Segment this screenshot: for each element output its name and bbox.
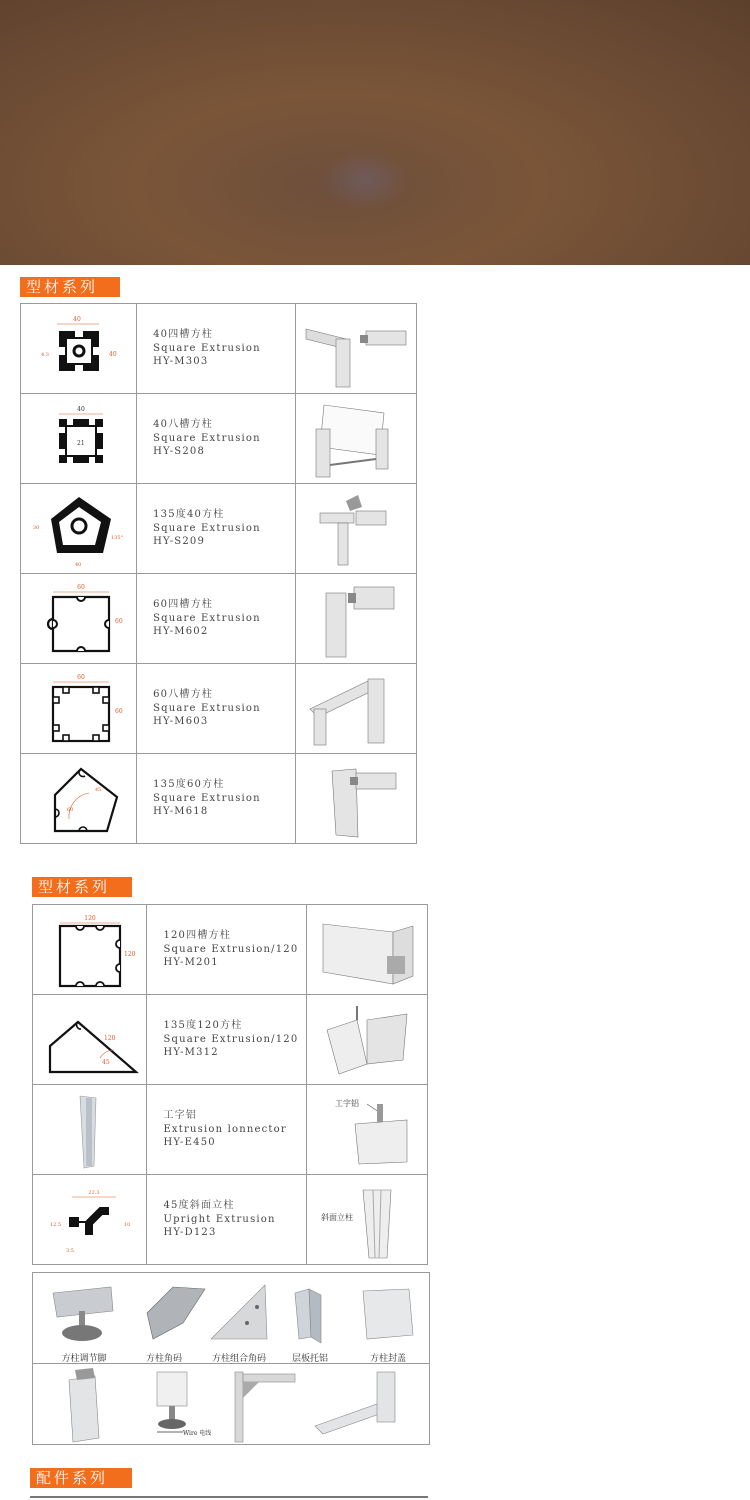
table-row — [33, 1085, 428, 1175]
profile-code: HY-S209 — [153, 536, 206, 548]
dim-label: 60 — [76, 673, 85, 681]
profile-name-cn: 120四槽方柱 — [163, 930, 231, 942]
profile-photo — [296, 484, 417, 574]
profile-name-en: Square Extrusion — [153, 702, 261, 714]
accessory-label: 方柱角码 — [145, 1354, 182, 1364]
profile-drawing — [33, 1085, 147, 1175]
assembly-photo — [296, 669, 416, 749]
profile-drawing — [21, 574, 137, 664]
accessories-photos-row-2 — [33, 1362, 429, 1444]
dim-label: 60 — [114, 707, 123, 715]
photo-label: 工字铝 — [335, 1098, 359, 1108]
accessories-photos-row-1 — [33, 1273, 429, 1363]
profile-m303-drawing — [29, 309, 129, 389]
dim-label: 21 — [76, 439, 85, 447]
assembly-photo — [307, 1180, 427, 1260]
profile-name-cn: 135度120方柱 — [163, 1020, 243, 1032]
assembly-photo — [296, 579, 416, 659]
profile-code: HY-M602 — [153, 626, 209, 638]
dim-label: 135° — [110, 534, 123, 541]
profile-description — [137, 754, 296, 844]
dim-label: 45 — [94, 786, 101, 793]
profile-s208-drawing — [29, 399, 129, 479]
section-tag-accessories: 配件系列 — [30, 1468, 132, 1488]
profile-code: HY-M201 — [163, 957, 219, 969]
table-row — [21, 304, 417, 394]
dim-label: 3.5 — [65, 1247, 74, 1254]
dim-label: 120 — [123, 950, 136, 958]
section-tag-profiles-1: 型材系列 — [20, 277, 120, 297]
profile-description — [137, 484, 296, 574]
connector-photo — [40, 1090, 140, 1170]
accessory-label: 方柱组合角码 — [211, 1354, 266, 1364]
profile-name-en: Square Extrusion — [153, 342, 261, 354]
profile-drawing — [33, 905, 147, 995]
profile-description — [147, 905, 307, 995]
dim-label: 4.3 — [40, 351, 49, 358]
profile-name-cn: 135度40方柱 — [153, 509, 225, 521]
profile-photo — [307, 905, 428, 995]
dim-label: 45 — [101, 1058, 110, 1066]
assembly-photo — [296, 759, 416, 839]
profile-d123-drawing — [40, 1180, 140, 1260]
section-tag-profiles-2: 型材系列 — [32, 877, 132, 897]
profile-name-en: Square Extrusion — [153, 522, 261, 534]
dim-label: 40 — [72, 315, 81, 323]
profile-drawing — [21, 304, 137, 394]
profile-photo — [307, 1085, 428, 1175]
profile-name-cn: 40八槽方柱 — [153, 419, 214, 431]
profile-name-cn: 60四槽方柱 — [153, 599, 214, 611]
profile-photo — [307, 1175, 428, 1265]
table-row — [21, 484, 417, 574]
accessory-label: 层板托铝 — [291, 1354, 328, 1364]
profile-name-en: Square Extrusion — [153, 612, 261, 624]
dim-label: 10 — [123, 1221, 131, 1228]
table-row — [21, 664, 417, 754]
profile-name-cn: 135度60方柱 — [153, 779, 225, 791]
table-row — [33, 1175, 428, 1265]
profile-name-cn: 45度斜面立柱 — [163, 1200, 235, 1212]
dim-label: 30 — [32, 524, 39, 531]
profile-code: HY-D123 — [163, 1227, 217, 1239]
profile-drawing — [21, 484, 137, 574]
accessory-label: 方柱封盖 — [369, 1354, 406, 1364]
assembly-photo — [296, 399, 416, 479]
accessories-row-1 — [32, 1272, 430, 1364]
dim-label: 60 — [76, 583, 85, 591]
assembly-photo — [307, 1090, 427, 1170]
profile-code: HY-M312 — [163, 1047, 219, 1059]
profile-m603-drawing — [29, 669, 129, 749]
profiles-table-1 — [20, 303, 417, 844]
dim-label: 40 — [76, 405, 85, 413]
assembly-photo — [307, 910, 427, 990]
profile-description — [147, 995, 307, 1085]
assembly-photo — [296, 309, 416, 389]
dim-label: 120 — [103, 1034, 116, 1042]
table-row — [21, 754, 417, 844]
profile-m618-drawing — [29, 759, 129, 839]
profile-name-en: Square Extrusion — [153, 432, 261, 444]
hero-banner — [0, 0, 750, 265]
profile-photo — [296, 574, 417, 664]
profile-photo — [307, 995, 428, 1085]
dim-label: 60 — [114, 617, 123, 625]
table-row — [21, 394, 417, 484]
profile-description — [147, 1175, 307, 1265]
profile-name-en: Square Extrusion/120 — [163, 943, 299, 955]
profile-code: HY-M618 — [153, 806, 209, 818]
profile-s209-drawing — [29, 489, 129, 569]
profile-photo — [296, 304, 417, 394]
profile-description — [147, 1085, 307, 1175]
profile-description — [137, 304, 296, 394]
profile-name-cn: 60八槽方柱 — [153, 689, 214, 701]
accessories-row-2 — [32, 1362, 430, 1445]
profile-name-cn: 工字铝 — [163, 1110, 198, 1122]
dim-label: 120 — [83, 914, 96, 922]
profile-m312-drawing — [40, 1000, 140, 1080]
assembly-photo — [296, 489, 416, 569]
dim-label: 40 — [74, 561, 81, 568]
profile-m201-drawing — [40, 910, 140, 990]
profile-code: HY-S208 — [153, 446, 206, 458]
profile-drawing — [33, 1175, 147, 1265]
dim-label: 22.3 — [88, 1189, 100, 1196]
dim-label: 12.5 — [49, 1221, 61, 1228]
profile-name-cn: 40四槽方柱 — [153, 329, 214, 341]
table-row — [21, 574, 417, 664]
table-row — [33, 995, 428, 1085]
profile-drawing — [21, 754, 137, 844]
dim-label: 60 — [66, 806, 73, 813]
profile-description — [137, 574, 296, 664]
wire-label: Wire 电线 — [183, 1430, 212, 1437]
hero-light-spot — [320, 150, 410, 210]
profiles-table-2 — [32, 904, 428, 1265]
profile-name-en: Square Extrusion — [153, 792, 261, 804]
photo-label: 斜面立柱 — [321, 1212, 353, 1222]
table-row — [33, 905, 428, 995]
profile-photo — [296, 754, 417, 844]
profile-code: HY-M303 — [153, 356, 209, 368]
profile-photo — [296, 394, 417, 484]
profile-name-en: Upright Extrusion — [163, 1213, 276, 1225]
profile-code: HY-E450 — [163, 1137, 216, 1149]
profile-name-en: Square Extrusion/120 — [163, 1033, 299, 1045]
assembly-photo — [307, 1000, 427, 1080]
profile-name-en: Extrusion lonnector — [163, 1123, 287, 1135]
profile-drawing — [21, 394, 137, 484]
dim-label: 40 — [108, 350, 117, 358]
profile-photo — [296, 664, 417, 754]
profile-m602-drawing — [29, 579, 129, 659]
profile-drawing — [21, 664, 137, 754]
profile-code: HY-M603 — [153, 716, 209, 728]
accessory-label: 方柱调节脚 — [61, 1354, 107, 1364]
profile-description — [137, 394, 296, 484]
profile-drawing — [33, 995, 147, 1085]
divider-line — [30, 1496, 428, 1498]
profile-description — [137, 664, 296, 754]
